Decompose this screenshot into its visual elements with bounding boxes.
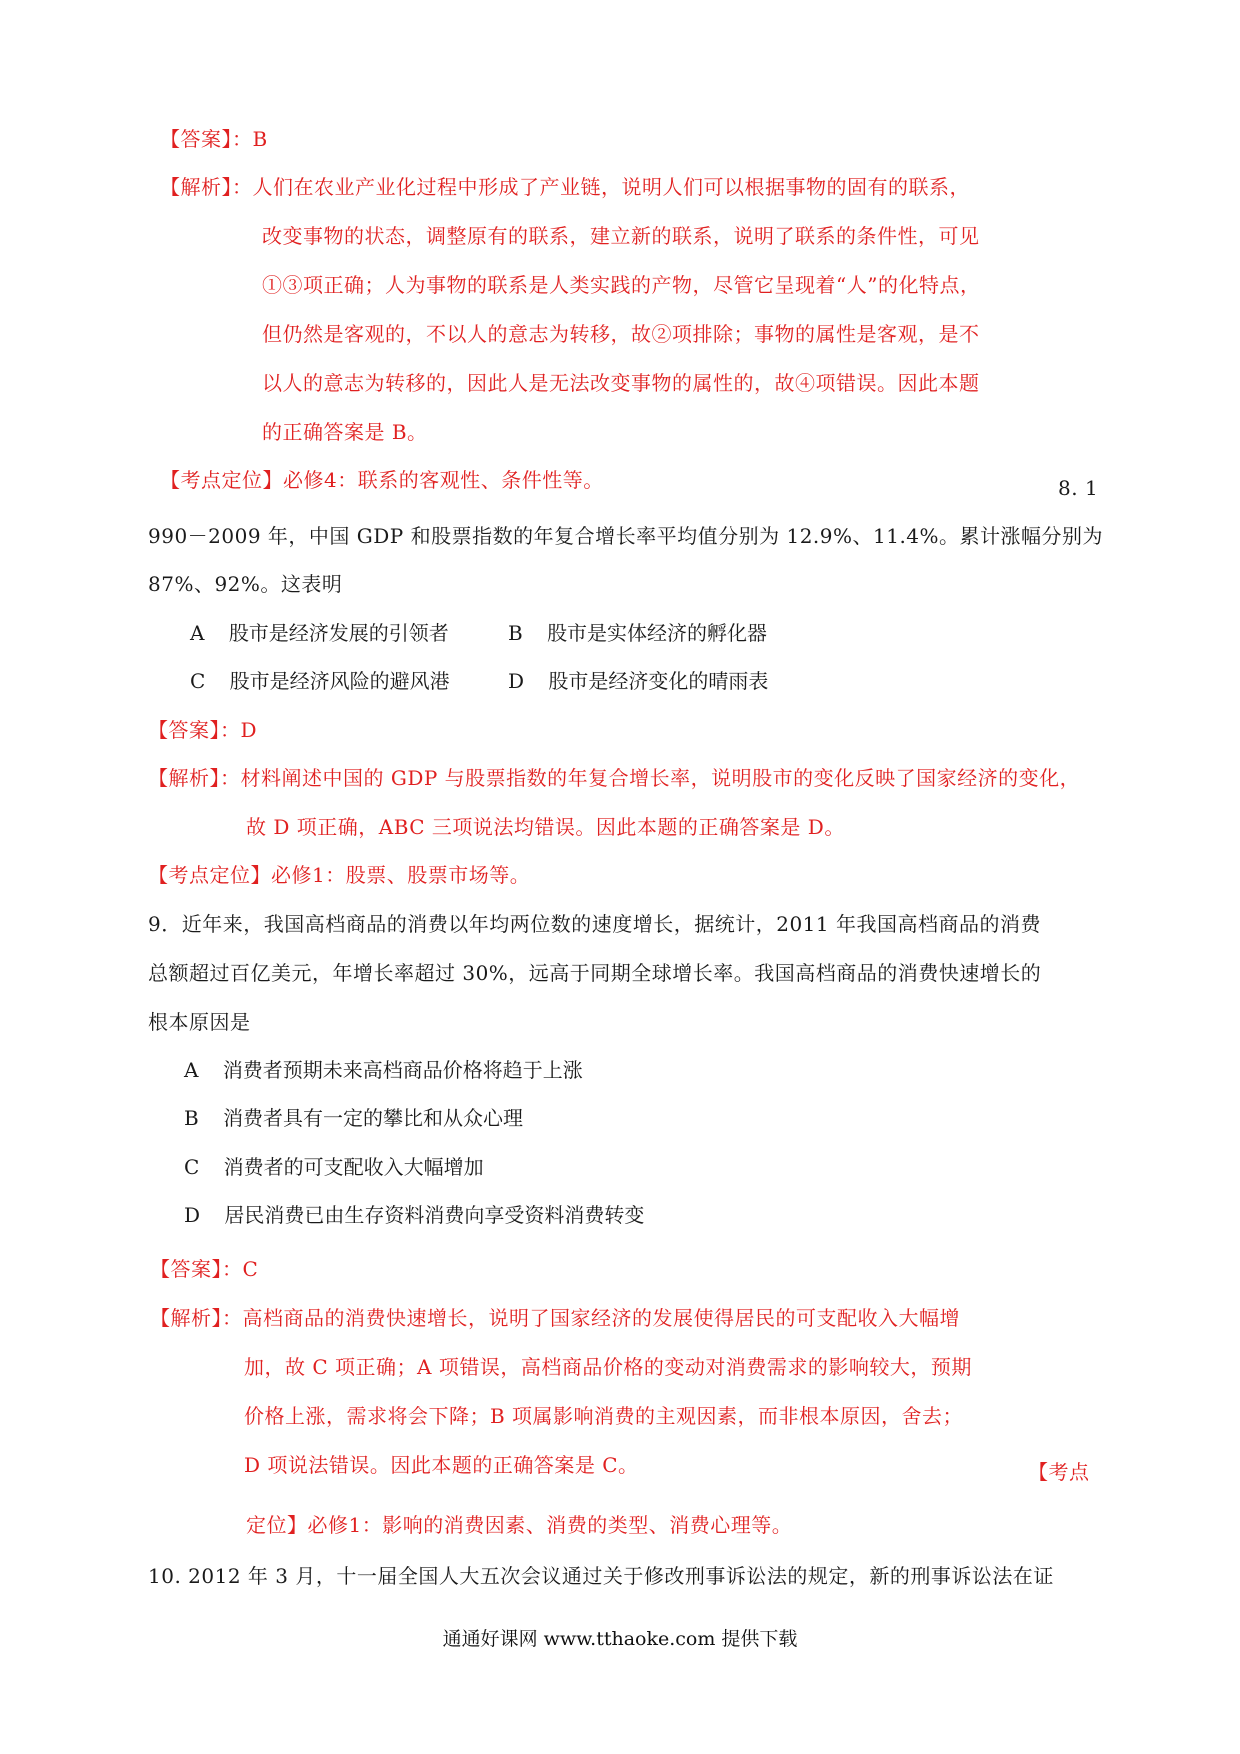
q8-analysis-line: 故 D 项正确，ABC 三项说法均错误。因此本题的正确答案是 D。: [246, 815, 845, 839]
option-text: 消费者的可支配收入大幅增加: [223, 1155, 484, 1179]
option-text: 消费者具有一定的攀比和从众心理: [223, 1106, 524, 1130]
q9-option-a: [184, 1056, 583, 1084]
option-letter: A: [190, 621, 205, 645]
page-footer: 通通好课网 www.tthaoke.com 提供下载: [442, 1628, 798, 1650]
option-letter: A: [184, 1058, 199, 1082]
option-text: 股市是经济发展的引领者: [228, 621, 449, 645]
q9-analysis-line: 价格上涨，需求将会下降；B 项属影响消费的主观因素，而非根本原因，舍去；: [244, 1404, 964, 1428]
option-text: 居民消费已由生存资料消费向享受资料消费转变: [224, 1203, 645, 1227]
q7-answer: 【答案】：B: [160, 127, 268, 151]
q9-stem-line: 总额超过百亿美元，年增长率超过 30%，远高于同期全球增长率。我国高档商品的消费快速增长的: [148, 961, 1042, 985]
q8-analysis-line: 【解析】：材料阐述中国的 GDP 与股票指数的年复合增长率，说明股市的变化反映了国家经济的变化，: [148, 766, 1081, 790]
q7-analysis-line: 改变事物的状态，调整原有的联系，建立新的联系，说明了联系的条件性，可见: [262, 224, 980, 248]
q7-kaodian: 【考点定位】必修4：联系的客观性、条件性等。: [160, 468, 604, 492]
q10-stem-line: 10. 2012 年 3 月，十一届全国人大五次会议通过关于修改刑事诉讼法的规定，新的刑事诉讼法在证: [148, 1564, 1054, 1588]
option-letter: B: [184, 1106, 199, 1130]
q8-option-a: [190, 619, 449, 647]
option-letter: D: [508, 669, 525, 693]
q8-number-fragment: 8. 1: [1058, 476, 1099, 500]
q9-kaodian-tail: 定位】必修1：影响的消费因素、消费的类型、消费心理等。: [246, 1513, 793, 1537]
q9-analysis-line: 加，故 C 项正确；A 项错误，高档商品价格的变动对消费需求的影响较大，预期: [244, 1355, 972, 1379]
q7-analysis-line: 的正确答案是 B。: [262, 420, 428, 444]
q8-option-d: [508, 667, 768, 695]
option-letter: B: [508, 621, 523, 645]
q9-option-c: [184, 1153, 484, 1181]
option-text: 股市是经济风险的避风港: [229, 669, 450, 693]
q8-stem-line: 87%、92%。这表明: [148, 572, 343, 596]
q9-kaodian-head: 【考点: [1028, 1460, 1090, 1484]
q7-analysis-line: 【解析】：人们在农业产业化过程中形成了产业链，说明人们可以根据事物的固有的联系，: [160, 175, 970, 199]
q9-option-d: [184, 1201, 644, 1229]
q9-option-b: [184, 1104, 523, 1132]
option-letter: D: [184, 1203, 201, 1227]
q9-answer: 【答案】：C: [150, 1257, 259, 1281]
option-text: 消费者预期未来高档商品价格将趋于上涨: [222, 1058, 583, 1082]
q8-kaodian: 【考点定位】必修1：股票、股票市场等。: [148, 863, 531, 887]
option-text: 股市是实体经济的孵化器: [547, 621, 768, 645]
q7-analysis-line: ①③项正确；人为事物的联系是人类实践的产物，尽管它呈现着“人”的化特点，: [262, 273, 981, 297]
q8-option-c: [190, 667, 450, 695]
q7-analysis-line: 但仍然是客观的，不以人的意志为转移，故②项排除；事物的属性是客观，是不: [262, 322, 980, 346]
q8-option-b: [508, 619, 767, 647]
option-letter: C: [184, 1155, 200, 1179]
q8-stem-line: 990－2009 年，中国 GDP 和股票指数的年复合增长率平均值分别为 12.9%、11.4%。累计涨幅分别为: [148, 524, 1104, 548]
q9-stem-line: 根本原因是: [148, 1010, 251, 1034]
q9-analysis-line: 【解析】：高档商品的消费快速增长，说明了国家经济的发展使得居民的可支配收入大幅增: [150, 1306, 960, 1330]
q9-stem-line: 9．近年来，我国高档商品的消费以年均两位数的速度增长，据统计，2011 年我国高档商品的消费: [148, 912, 1041, 936]
option-letter: C: [190, 669, 206, 693]
q8-answer: 【答案】：D: [148, 718, 258, 742]
option-text: 股市是经济变化的晴雨表: [548, 669, 769, 693]
q9-analysis-line: D 项说法错误。因此本题的正确答案是 C。: [244, 1453, 639, 1477]
q7-analysis-line: 以人的意志为转移的，因此人是无法改变事物的属性的，故④项错误。因此本题: [262, 371, 980, 395]
